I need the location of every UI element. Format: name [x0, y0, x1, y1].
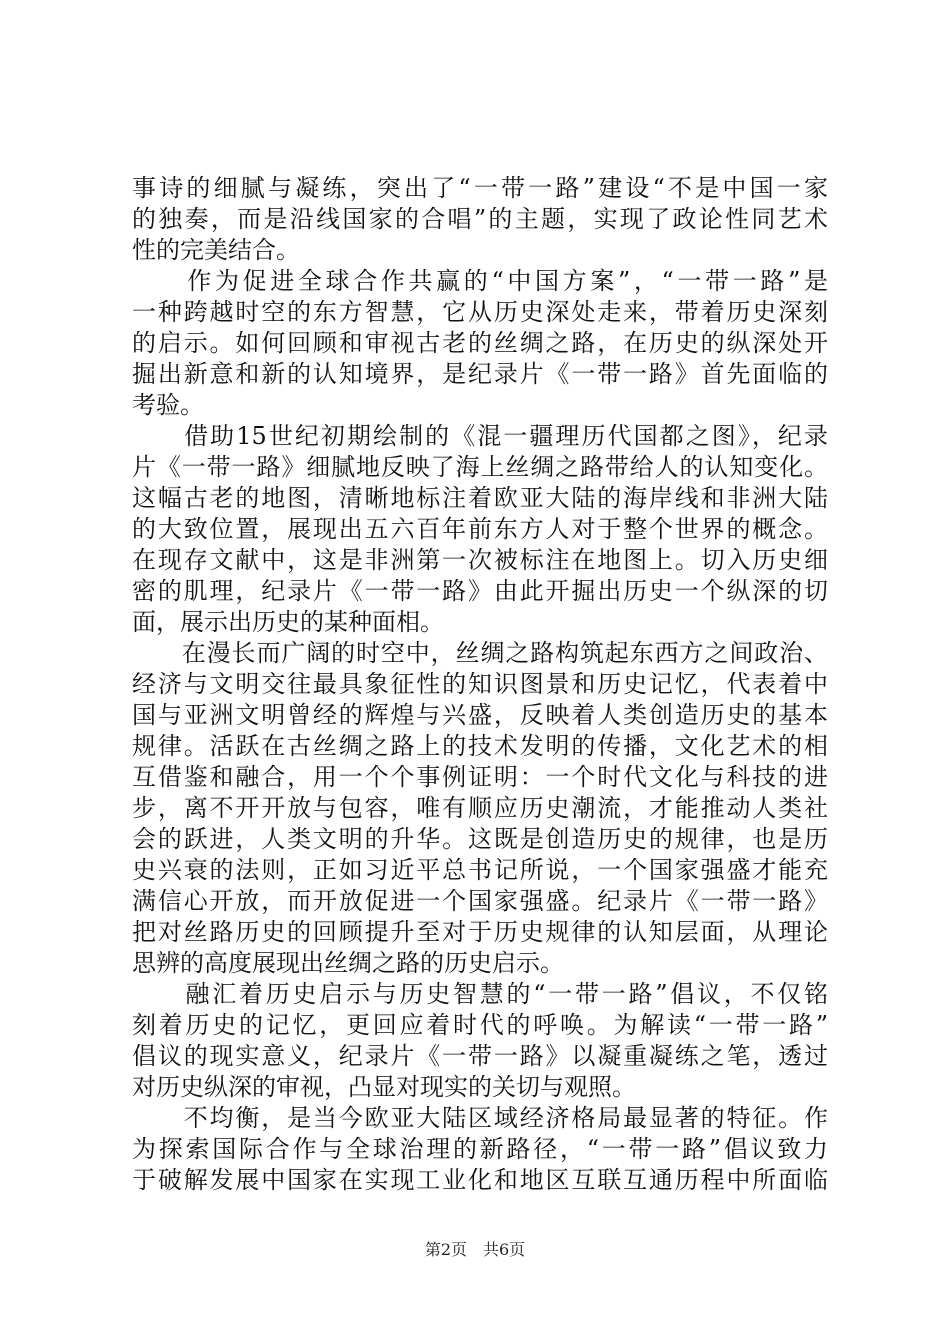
text-line: 步，离不开开放与包容，唯有顺应历史潮流，才能推动人类社	[132, 794, 828, 822]
text-line: 密的肌理，纪录片《一带一路》由此开掘出历史一个纵深的切	[132, 577, 828, 605]
text-line: 性的完美结合。	[132, 236, 300, 264]
text-line: 互借鉴和融合，用一个个事例证明：一个时代文化与科技的进	[132, 763, 828, 791]
text-line: 刻着历史的记忆，更回应着时代的呼唤。为解读“一带一路”	[132, 1011, 828, 1039]
text-line: 掘出新意和新的认知境界，是纪录片《一带一路》首先面临的	[132, 360, 828, 388]
text-line: 史兴衰的法则，正如习近平总书记所说，一个国家强盛才能充	[132, 856, 828, 884]
text-line: 事诗的细腻与凝练，突出了“一带一路”建设“不是中国一家	[132, 174, 828, 202]
text-line: 考验。	[132, 391, 204, 419]
body-text	[132, 173, 828, 1196]
text-line: 对历史纵深的审视，凸显对现实的关切与观照。	[132, 1073, 636, 1101]
text-line: 片《一带一路》细腻地反映了海上丝绸之路带给人的认知变化。	[132, 453, 828, 481]
text-line: 融汇着历史启示与历史智慧的“一带一路”倡议，不仅铭	[132, 980, 828, 1008]
text-line: 一种跨越时空的东方智慧，它从历史深处走来，带着历史深刻	[132, 298, 828, 326]
text-line: 经济与文明交往最具象征性的知识图景和历史记忆，代表着中	[132, 670, 828, 698]
text-line: 国与亚洲文明曾经的辉煌与兴盛，反映着人类创造历史的基本	[132, 701, 828, 729]
text-line: 的大致位置，展现出五六百年前东方人对于整个世界的概念。	[132, 515, 828, 543]
text-line: 为探索国际合作与全球治理的新路径，“一带一路”倡议致力	[132, 1135, 828, 1163]
text-line: 不均衡，是当今欧亚大陆区域经济格局最显著的特征。作	[132, 1104, 828, 1132]
text-line: 借助15世纪初期绘制的《混一疆理历代国都之图》，纪录	[132, 422, 828, 450]
text-line: 于破解发展中国家在实现工业化和地区互联互通历程中所面临	[132, 1166, 828, 1194]
text-line: 规律。活跃在古丝绸之路上的技术发明的传播，文化艺术的相	[132, 732, 828, 760]
text-line: 把对丝路历史的回顾提升至对于历史规律的认知层面，从理论	[132, 918, 828, 946]
text-line: 的独奏，而是沿线国家的合唱”的主题，实现了政论性同艺术	[132, 205, 828, 233]
text-line: 这幅古老的地图，清晰地标注着欧亚大陆的海岸线和非洲大陆	[132, 484, 828, 512]
text-line: 在漫长而广阔的时空中，丝绸之路构筑起东西方之间政治、	[132, 639, 828, 667]
text-line: 的启示。如何回顾和审视古老的丝绸之路，在历史的纵深处开	[132, 329, 828, 357]
text-line: 在现存文献中，这是非洲第一次被标注在地图上。切入历史细	[132, 546, 828, 574]
text-line: 面，展示出历史的某种面相。	[132, 608, 444, 636]
text-line: 满信心开放，而开放促进一个国家强盛。纪录片《一带一路》	[132, 887, 828, 915]
text-line: 思辨的高度展现出丝绸之路的历史启示。	[132, 949, 564, 977]
text-line: 作为促进全球合作共赢的“中国方案”，“一带一路”是	[132, 267, 828, 295]
page-footer: 第2页 共6页	[424, 1240, 526, 1259]
text-line: 会的跃进，人类文明的升华。这既是创造历史的规律，也是历	[132, 825, 828, 853]
text-line: 倡议的现实意义，纪录片《一带一路》以凝重凝练之笔，透过	[132, 1042, 828, 1070]
